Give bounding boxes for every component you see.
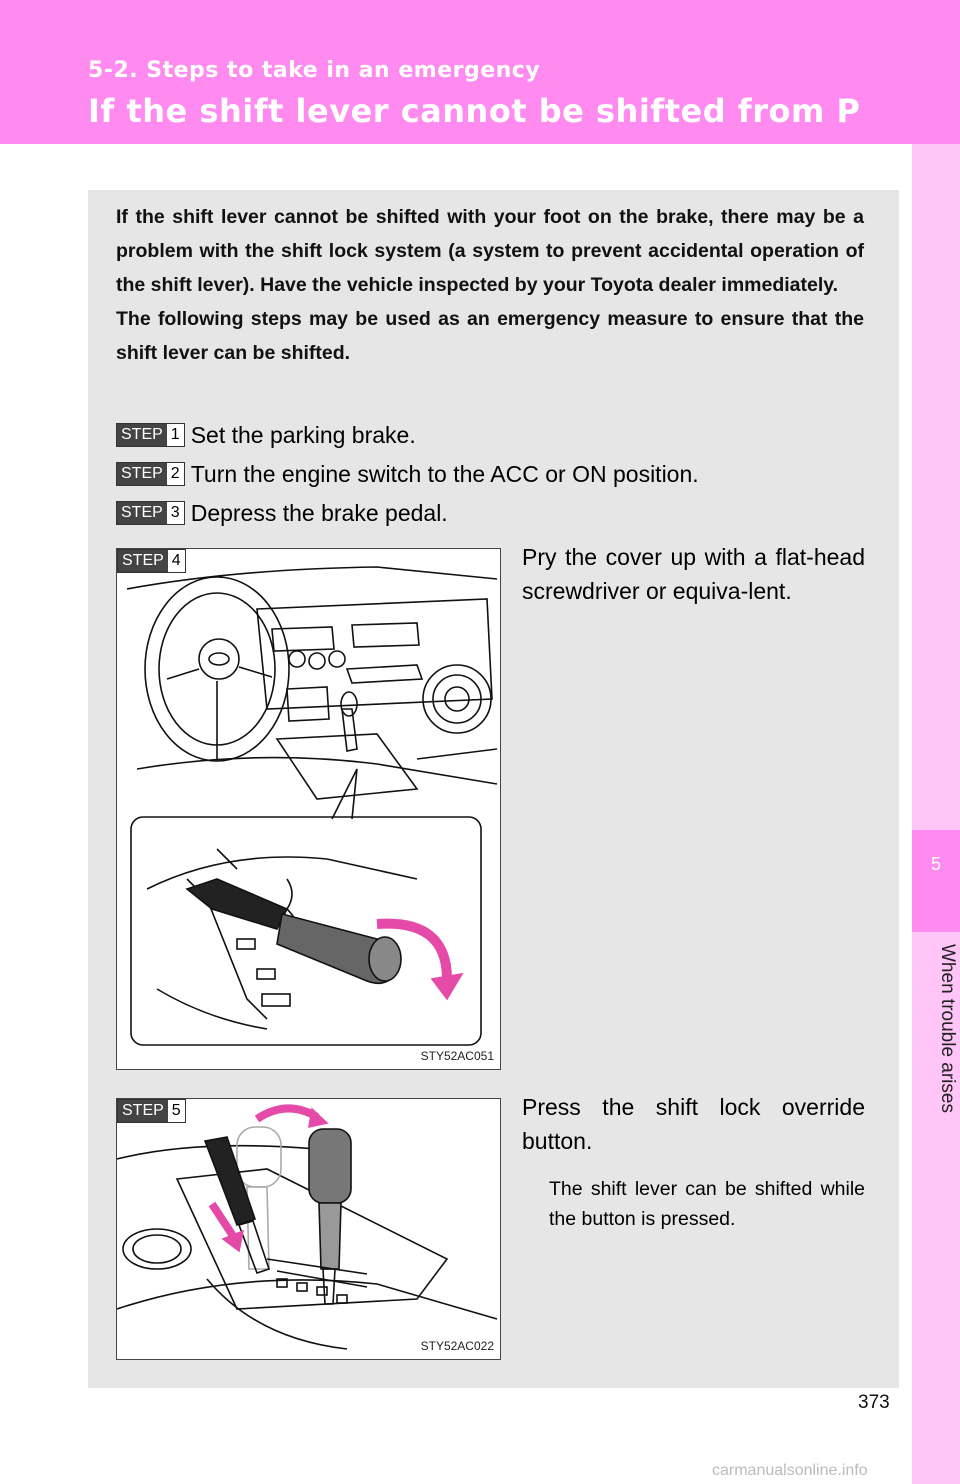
figure-code: STY52AC051 (420, 1049, 494, 1063)
step-badge: STEP 3 (116, 501, 185, 525)
step-1 (116, 422, 416, 448)
step-badge: STEP 1 (116, 423, 185, 447)
step-5-figure (116, 1098, 501, 1360)
section-title: 5-2. Steps to take in an emergency (88, 58, 541, 83)
step-4-text: Pry the cover up with a flat-head screwdriver or equiva-lent. (522, 544, 865, 604)
step-badge: STEP 4 (117, 549, 186, 573)
step-2 (116, 461, 699, 487)
step-4-figure (116, 548, 501, 1070)
page-header (0, 0, 960, 144)
intro-text (116, 200, 864, 370)
chapter-number-box (912, 830, 960, 932)
chapter-label: When trouble arises (937, 944, 958, 1113)
page-number: 373 (858, 1392, 890, 1413)
step-5-note: The shift lever can be shifted while the button is pressed. (549, 1178, 865, 1230)
step-text: Set the parking brake. (190, 421, 416, 448)
step-text: Depress the brake pedal. (190, 499, 448, 526)
watermark: carmanualsonline.info (712, 1462, 868, 1479)
figure-code: STY52AC022 (420, 1339, 494, 1353)
chapter-side-tab (912, 144, 960, 1484)
step-badge: STEP 5 (117, 1099, 186, 1123)
intro-paragraph-1: If the shift lever cannot be shifted with your foot on the brake, there may be a problem with the shift lock system (a system to prevent accidental operation of the shift lever). Have the vehicle inspected by your Toyota dealer immediately. (116, 206, 864, 296)
intro-paragraph-2: The following steps may be used as an emergency measure to ensure that the shift lever can be shifted. (116, 308, 864, 364)
chapter-number: 5 (930, 854, 941, 874)
step-text: Turn the engine switch to the ACC or ON position. (190, 460, 699, 487)
step-badge: STEP 2 (116, 462, 185, 486)
step-5-text: Press the shift lock override button. (522, 1094, 865, 1154)
dashboard-illustration (117, 549, 500, 1069)
shift-lock-illustration (117, 1099, 500, 1359)
page-title: If the shift lever cannot be shifted from P (88, 92, 861, 130)
step-3 (116, 500, 448, 526)
